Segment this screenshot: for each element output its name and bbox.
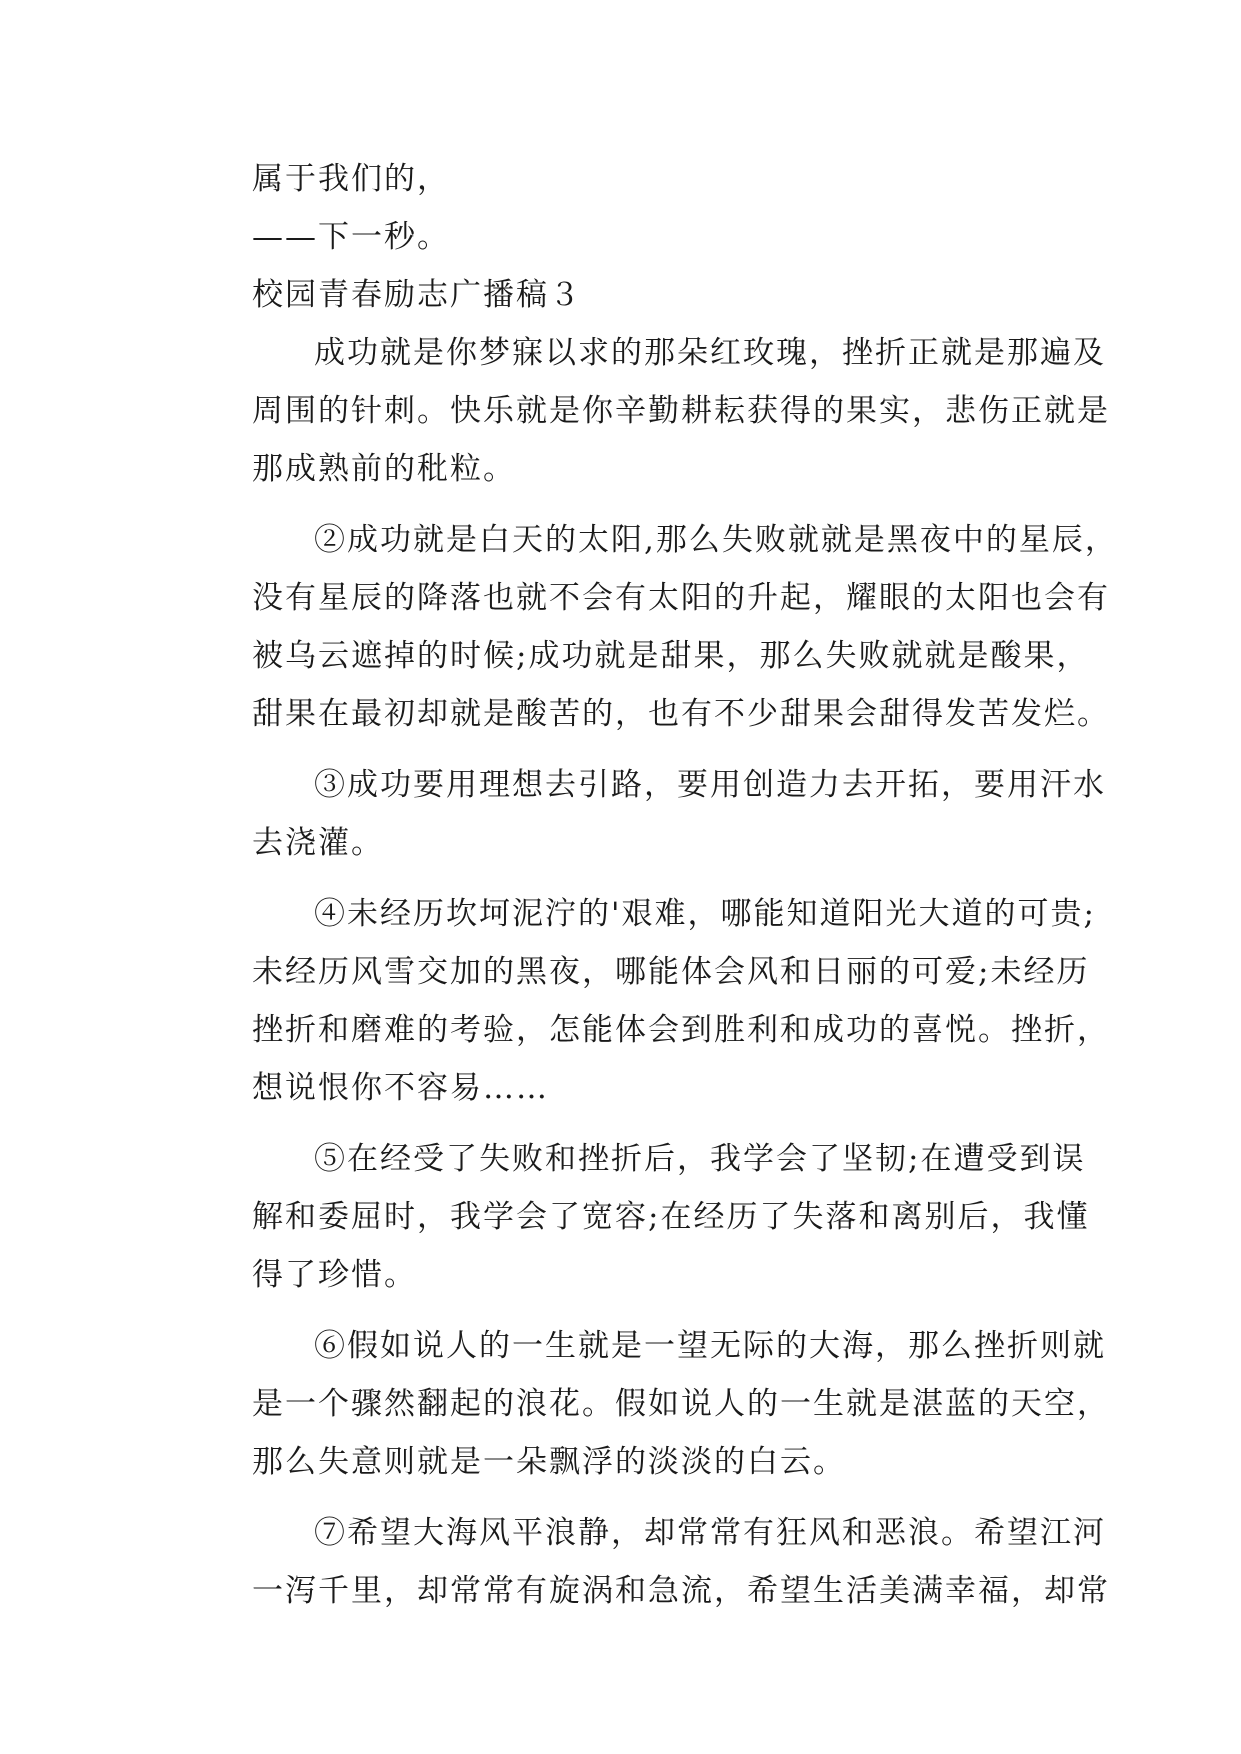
- paragraph-line: 那成熟前的秕粒。: [252, 451, 516, 487]
- paragraph-line: 挫折和磨难的考验，怎能体会到胜利和成功的喜悦。挫折，: [252, 1012, 1110, 1048]
- paragraph-line: 被乌云遮掉的时候;成功就是甜果，那么失败就就是酸果，: [252, 638, 1090, 674]
- document-body: [190, 150, 1118, 1620]
- paragraph: [190, 1504, 1110, 1620]
- text-line: 属于我们的，: [252, 161, 450, 197]
- paragraph-list: [190, 324, 1118, 1620]
- paragraph: [190, 324, 1110, 498]
- paragraph-line: 解和委屈时，我学会了宽容;在经历了失落和离别后，我懂: [252, 1199, 1090, 1235]
- paragraph: [190, 885, 1110, 1117]
- paragraph-line: 甜果在最初却就是酸苦的，也有不少甜果会甜得发苦发烂。: [252, 696, 1110, 732]
- paragraph-line: ⑤在经受了失败和挫折后，我学会了坚韧;在遭受到误: [314, 1141, 1086, 1177]
- paragraph-line: 是一个骤然翻起的浪花。假如说人的一生就是湛蓝的天空，: [252, 1386, 1110, 1422]
- paragraph-line: 未经历风雪交加的黑夜，哪能体会风和日丽的可爱;未经历: [252, 954, 1090, 990]
- paragraph-line: ⑥假如说人的一生就是一望无际的大海，那么挫折则就: [314, 1328, 1106, 1364]
- paragraph-line: 成功就是你梦寐以求的那朵红玫瑰，挫折正就是那遍及: [314, 335, 1106, 371]
- paragraph-line: 一泻千里，却常常有旋涡和急流，希望生活美满幸福，却常: [252, 1573, 1110, 1609]
- paragraph-line: ⑦希望大海风平浪静，却常常有狂风和恶浪。希望江河: [314, 1515, 1106, 1551]
- paragraph-line: 想说恨你不容易……: [252, 1070, 549, 1106]
- paragraph: [190, 1130, 1090, 1304]
- paragraph: [190, 511, 1118, 743]
- section-title: 校园青春励志广播稿３: [252, 277, 582, 313]
- paragraph-line: ④未经历坎坷泥泞的'艰难，哪能知道阳光大道的可贵;: [314, 896, 1096, 932]
- paragraph-line: 周围的针刺。快乐就是你辛勤耕耘获得的果实，悲伤正就是: [252, 393, 1110, 429]
- paragraph-line: ③成功要用理想去引路，要用创造力去开拓，要用汗水: [314, 767, 1106, 803]
- paragraph-line: 得了珍惜。: [252, 1257, 417, 1293]
- text-line: ——下一秒。: [252, 219, 450, 255]
- paragraph-line: 那么失意则就是一朵飘浮的淡淡的白云。: [252, 1444, 846, 1480]
- paragraph-line: ②成功就是白天的太阳,那么失败就就是黑夜中的星辰，: [314, 522, 1118, 558]
- paragraph-line: 没有星辰的降落也就不会有太阳的升起，耀眼的太阳也会有: [252, 580, 1110, 616]
- paragraph: [190, 756, 1106, 872]
- paragraph-line: 去浇灌。: [252, 825, 384, 861]
- paragraph: [190, 1317, 1110, 1491]
